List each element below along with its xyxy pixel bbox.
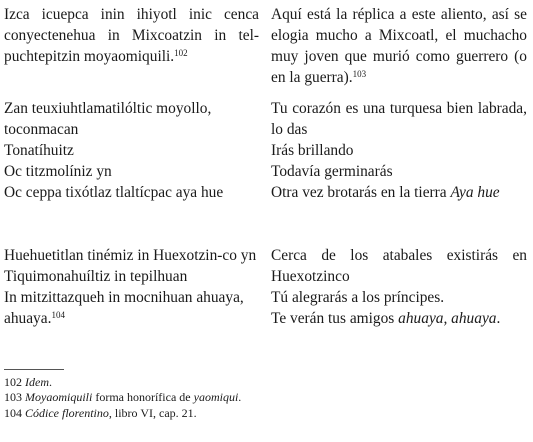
stanza2-nahuatl-line: Oc titzmolíniz yn [4, 163, 112, 180]
stanza2-nahuatl [4, 98, 259, 203]
footnote-103 [4, 390, 241, 405]
stanza3-spanish-last-end: . [496, 310, 501, 327]
footnote-italic: yaomiqui [193, 390, 239, 405]
stanza2-spanish-line [271, 182, 527, 203]
stanza3-spanish-line: Cerca de los atabales existirás en Huexotzinco [271, 247, 527, 285]
stanza3-nahuatl [4, 245, 259, 329]
stanza1-spanish-text: Aquí está la réplica a este aliento, así se elogia mucho a Mixcoatl, el muchacho muy joven que murió como guerrero (o en la guerra). [271, 6, 527, 86]
footnote-ref-102: 102 [174, 48, 188, 58]
footnote-number: 103 [4, 390, 22, 405]
footnote-text: . [49, 375, 52, 389]
stanza1-spanish [271, 4, 527, 88]
stanza3-spanish-last: Te verán tus amigos [271, 310, 399, 327]
footnote-text: . [238, 390, 242, 405]
stanza3-nahuatl-last: In mitzittazqueh in mocnihuan ahuaya, ahuaya. [4, 289, 244, 327]
footnote-italic: Códice florentino [25, 405, 109, 420]
stanza3-spanish [271, 245, 527, 329]
footnote-text: , libro VI, cap. 21. [108, 405, 197, 420]
stanza2-spanish [271, 98, 527, 203]
stanza2-nahuatl-line: Tonatíhuitz [4, 142, 74, 159]
footnote-104 [4, 406, 241, 421]
stanza2-nahuatl-line: Zan teuxiuhtlamatilóltic moyollo, toconmacan [4, 100, 212, 138]
stanza2-spanish-last-italic: Aya hue [450, 184, 500, 201]
stanza3-spanish-line: Tú alegrarás a los príncipes. [271, 289, 445, 306]
stanza3-spanish-last-italic: ahuaya, ahuaya [398, 310, 497, 327]
stanza3-nahuatl-line: Tiquimonahuíltiz in tepilhuan [4, 268, 188, 285]
stanza2-spanish-line: Tu corazón es una turquesa bien labrada, lo das [271, 100, 527, 138]
footnote-number: 102 [4, 375, 22, 389]
stanza2-spanish-line: Todavía germinarás [271, 163, 393, 180]
footnote-ref-104: 104 [51, 310, 65, 320]
footnote-text: forma honorífica de [92, 390, 194, 405]
stanza2-spanish-line: Irás brillando [271, 142, 354, 159]
footnotes [4, 375, 241, 421]
footnote-italic: Moyaomiquili [25, 390, 93, 405]
stanza3-spanish-line [271, 308, 527, 329]
stanza2-spanish-last: Otra vez brotarás en la tierra [271, 184, 451, 201]
stanza1-nahuatl [4, 4, 259, 67]
footnote-ref-103: 103 [352, 69, 367, 79]
footnote-divider [4, 369, 64, 370]
stanza3-nahuatl-line [4, 287, 259, 329]
footnote-number: 104 [4, 405, 22, 420]
stanza1-nahuatl-text: Izca icuepca inin ihiyotl inic cenca conyectenehua in Mixcoatzin in tel-puchtepitzin moyaomiquili. [4, 6, 259, 65]
stanza3-nahuatl-line: Huehuetitlan tinémiz in Huexotzin-co yn [4, 247, 257, 264]
footnote-italic: Idem [25, 375, 49, 389]
footnote-102 [4, 375, 241, 390]
stanza2-nahuatl-line: Oc ceppa tixótlaz tlaltícpac aya hue [4, 184, 224, 201]
